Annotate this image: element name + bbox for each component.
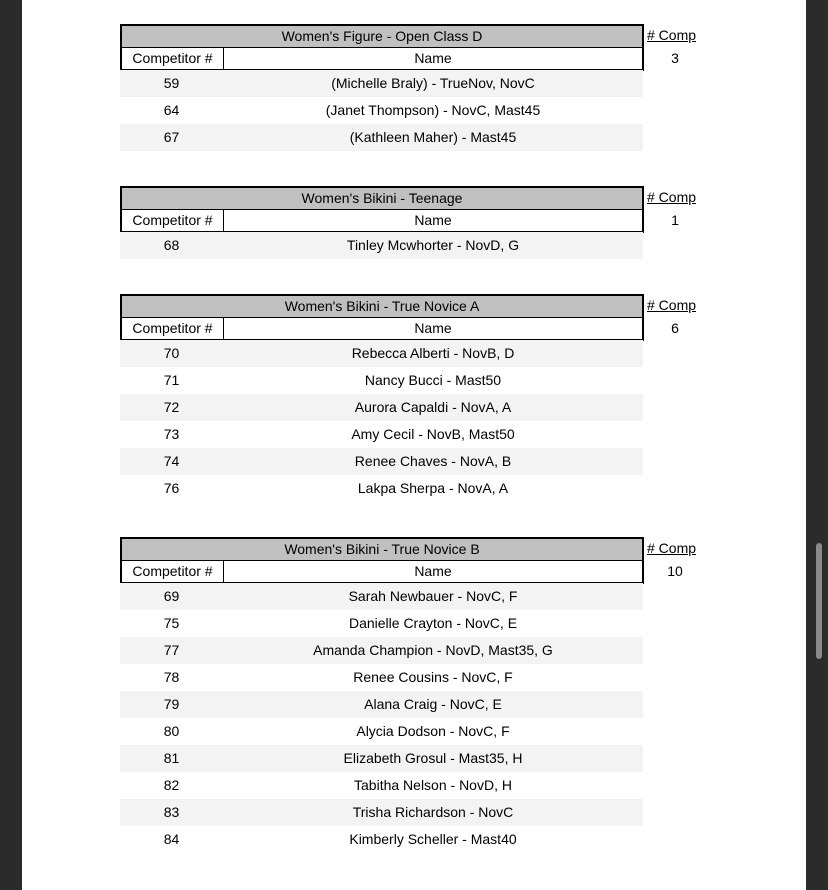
competitor-name: Tabitha Nelson - NovD, H — [354, 777, 512, 793]
table-header — [120, 317, 644, 341]
name-header: Name — [414, 563, 452, 579]
competitor-number: 69 — [163, 588, 180, 604]
competitor-name: Nancy Bucci - Mast50 — [364, 372, 502, 388]
competitor-number: 81 — [163, 750, 180, 766]
competitor-number: 80 — [163, 723, 180, 739]
table-header — [120, 560, 644, 584]
competitor-number: 73 — [163, 426, 180, 442]
competitor-name: Kimberly Scheller - Mast40 — [349, 831, 517, 847]
competitor-number: 84 — [163, 831, 180, 847]
name-header: Name — [414, 320, 452, 336]
competitor-name: Rebecca Alberti - NovB, D — [351, 345, 515, 361]
competitor-name: Lakpa Sherpa - NovA, A — [357, 480, 509, 496]
competitor-number: 70 — [163, 345, 180, 361]
competitor-list — [120, 340, 643, 502]
competitor-name: Sarah Newbauer - NovC, F — [348, 588, 518, 604]
table-header — [120, 47, 644, 71]
table-header — [120, 209, 644, 233]
table-row — [120, 664, 643, 691]
competitor-list — [120, 583, 643, 853]
table-row — [120, 826, 643, 853]
comp-count-value: 3 — [671, 50, 679, 66]
comp-count-label: # Comp — [647, 297, 697, 313]
competitor-number: 78 — [163, 669, 180, 685]
competitor-number: 74 — [163, 453, 180, 469]
table-row — [120, 367, 643, 394]
table-row — [120, 637, 643, 664]
competitor-number: 67 — [163, 129, 180, 145]
competitor-name: Alycia Dodson - NovC, F — [356, 723, 510, 739]
competitor-number: 79 — [163, 696, 180, 712]
class-title: Women's Bikini - True Novice A — [120, 294, 644, 319]
table-row — [120, 70, 643, 97]
competitor-number: 59 — [163, 75, 180, 91]
comp-count-label: # Comp — [647, 27, 697, 43]
comp-count-value: 10 — [667, 563, 683, 579]
competitor-number: 77 — [163, 642, 180, 658]
scrollbar-thumb[interactable] — [816, 543, 822, 659]
competitor-name: Amanda Champion - NovD, Mast35, G — [313, 642, 553, 658]
competitor-number-header: Competitor # — [122, 210, 224, 231]
competitor-number: 71 — [163, 372, 180, 388]
document-page — [22, 0, 806, 890]
table-row — [120, 124, 643, 151]
competitor-number: 64 — [163, 102, 180, 118]
class-title: Women's Bikini - True Novice B — [120, 537, 644, 562]
competitor-name: Alana Craig - NovC, E — [364, 696, 502, 712]
table-row — [120, 421, 643, 448]
table-row — [120, 610, 643, 637]
class-title: Women's Bikini - Teenage — [120, 186, 644, 211]
competitor-list — [120, 70, 643, 151]
competitor-number-header: Competitor # — [122, 48, 224, 69]
table-row — [120, 718, 643, 745]
competitor-number: 76 — [163, 480, 180, 496]
name-header: Name — [414, 212, 452, 228]
comp-count-value: 1 — [671, 212, 679, 228]
competitor-number: 83 — [163, 804, 180, 820]
table-row — [120, 232, 643, 259]
table-row — [120, 394, 643, 421]
table-row — [120, 772, 643, 799]
table-row — [120, 691, 643, 718]
competitor-name: Danielle Crayton - NovC, E — [348, 615, 518, 631]
competitor-name: Aurora Capaldi - NovA, A — [354, 399, 512, 415]
competitor-number: 68 — [163, 237, 180, 253]
competitor-name: Tinley Mcwhorter - NovD, G — [346, 237, 520, 253]
competitor-number: 75 — [163, 615, 180, 631]
table-row — [120, 583, 643, 610]
comp-count-value: 6 — [671, 320, 679, 336]
competitor-name: (Kathleen Maher) - Mast45 — [349, 129, 517, 145]
table-row — [120, 340, 643, 367]
class-title: Women's Figure - Open Class D — [120, 24, 644, 49]
competitor-list — [120, 232, 643, 259]
table-row — [120, 475, 643, 502]
competitor-number: 72 — [163, 399, 180, 415]
competitor-number-header: Competitor # — [122, 318, 224, 339]
competitor-name: Renee Cousins - NovC, F — [353, 669, 513, 685]
competitor-name: Amy Cecil - NovB, Mast50 — [351, 426, 515, 442]
name-header: Name — [414, 50, 452, 66]
vertical-scrollbar[interactable] — [815, 0, 823, 890]
comp-count-label: # Comp — [647, 189, 697, 205]
comp-count-label: # Comp — [647, 540, 697, 556]
competitor-number-header: Competitor # — [122, 561, 224, 582]
table-row — [120, 745, 643, 772]
competitor-name: Elizabeth Grosul - Mast35, H — [343, 750, 523, 766]
table-row — [120, 97, 643, 124]
table-row — [120, 799, 643, 826]
competitor-name: Trisha Richardson - NovC — [352, 804, 514, 820]
competitor-name: (Michelle Braly) - TrueNov, NovC — [331, 75, 535, 91]
competitor-number: 82 — [163, 777, 180, 793]
competitor-name: (Janet Thompson) - NovC, Mast45 — [325, 102, 541, 118]
competitor-name: Renee Chaves - NovA, B — [354, 453, 512, 469]
table-row — [120, 448, 643, 475]
